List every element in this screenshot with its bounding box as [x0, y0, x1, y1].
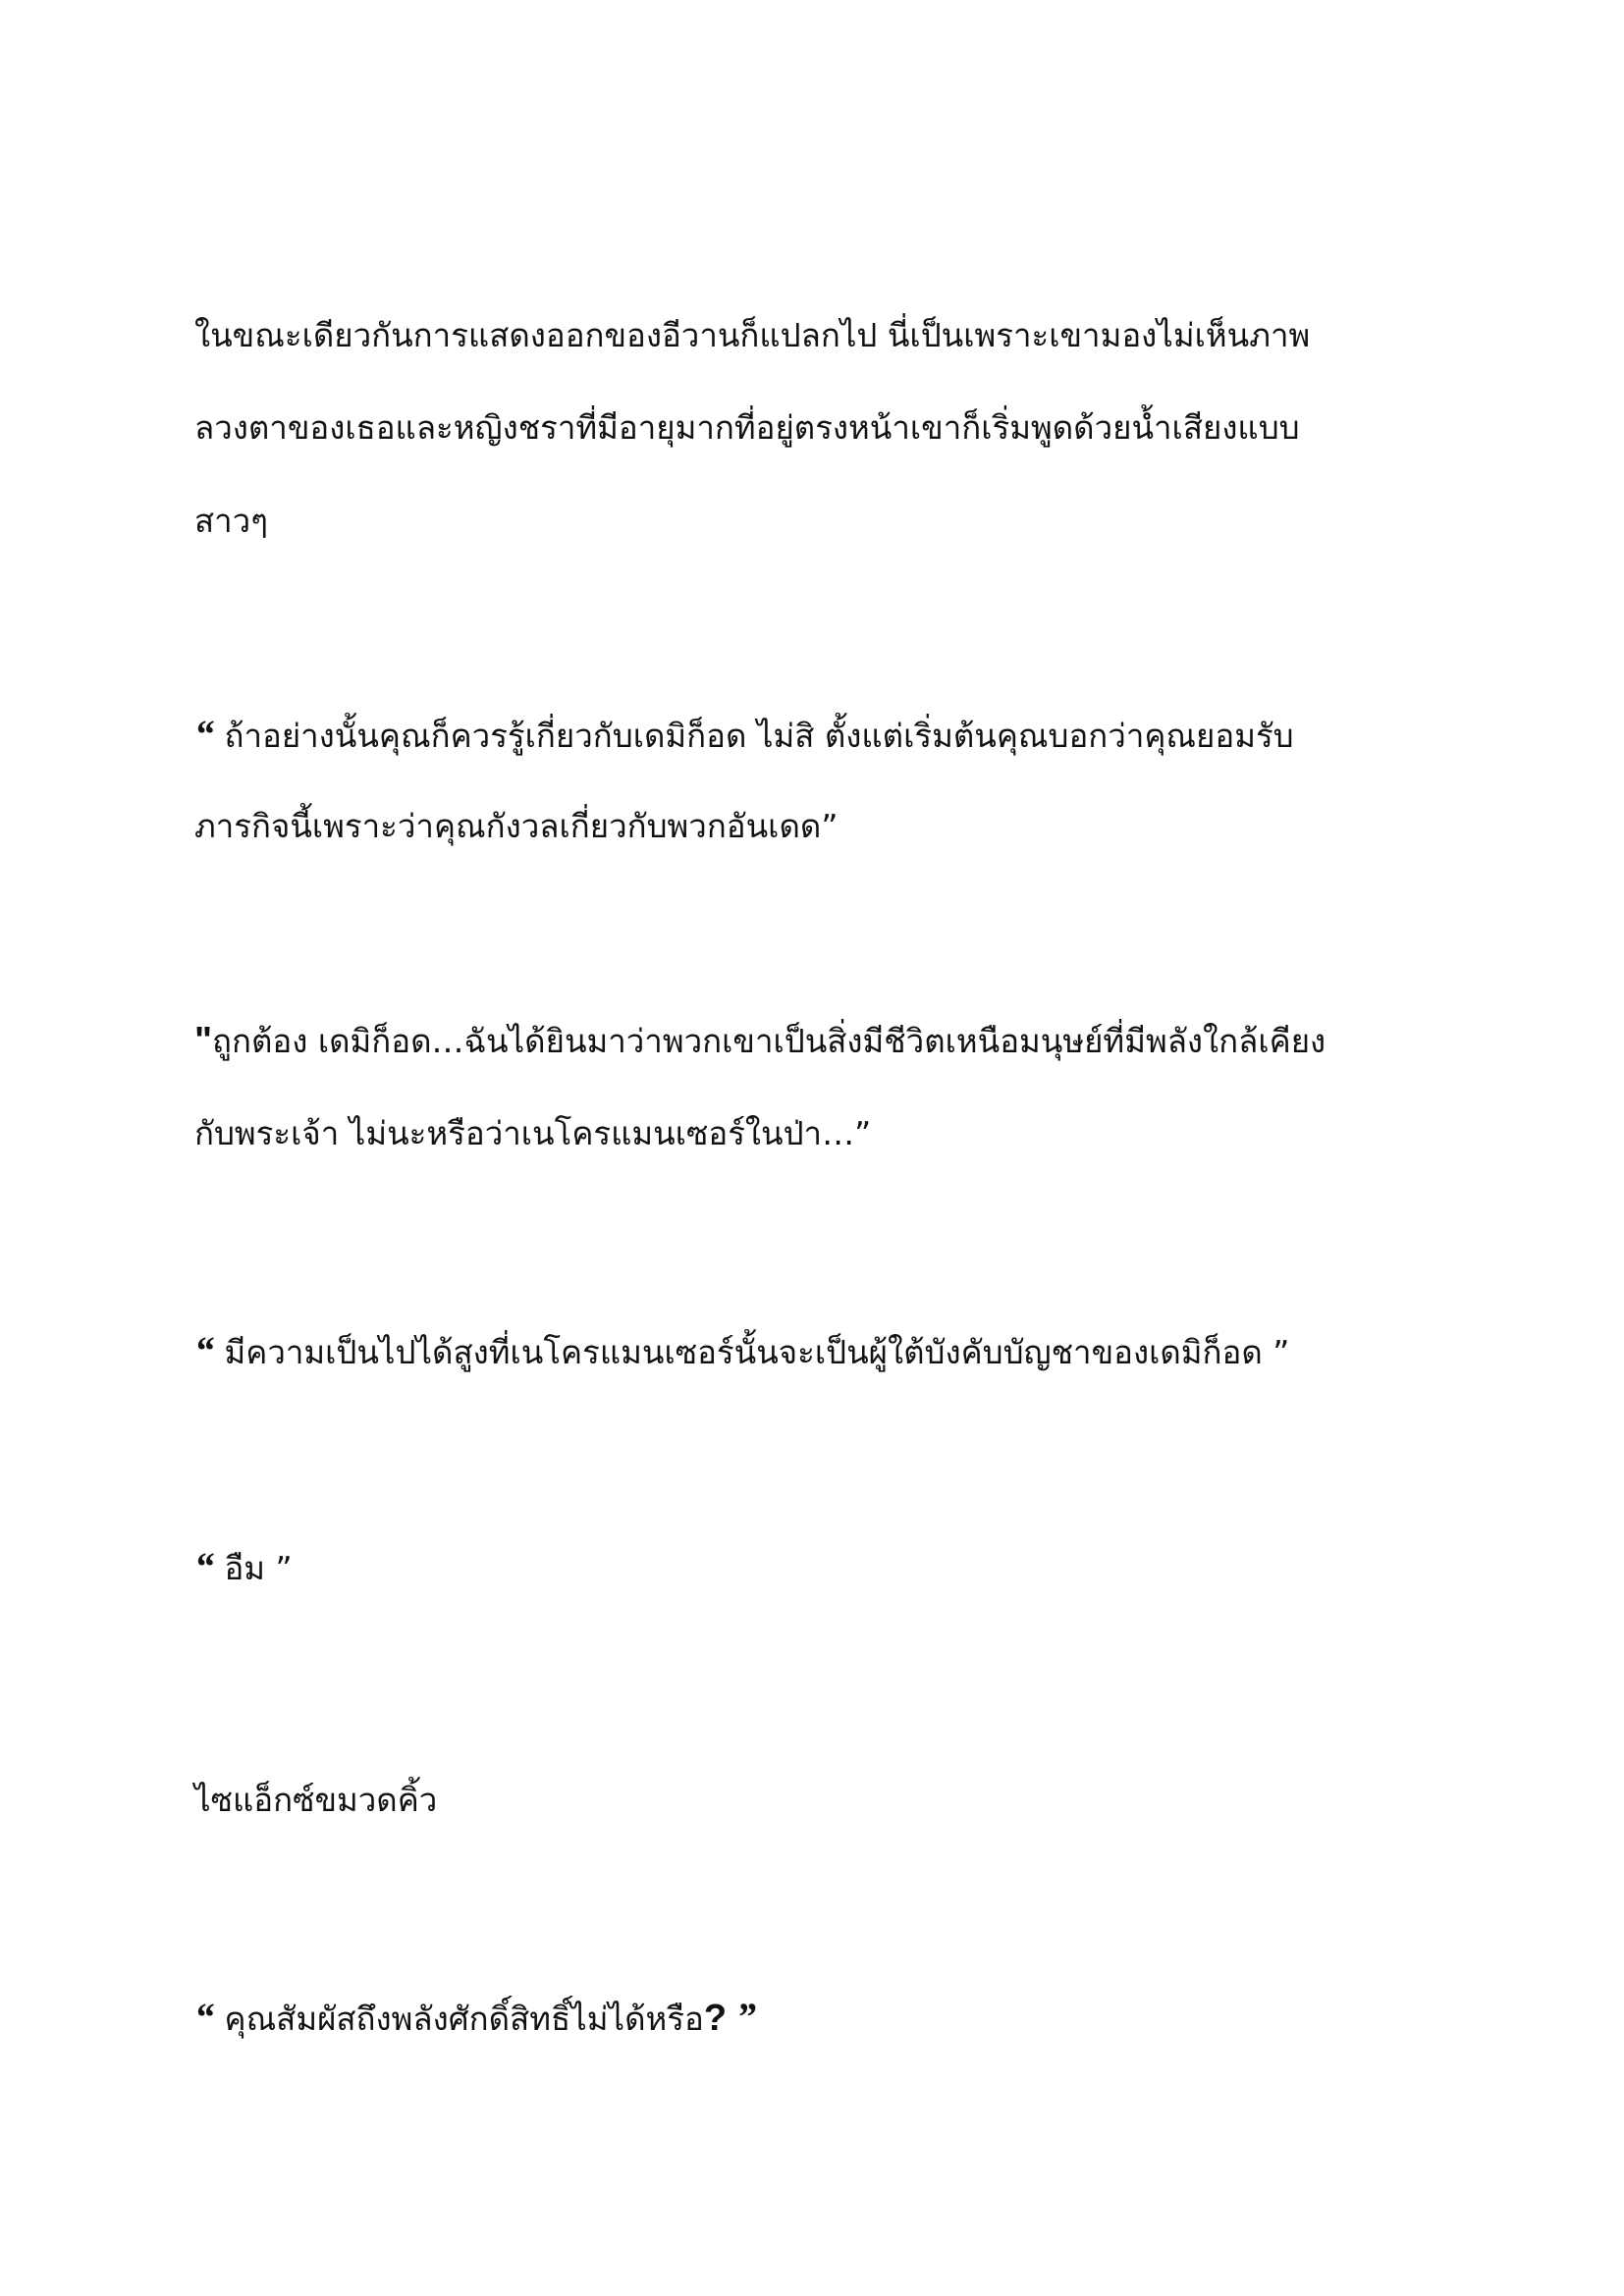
paragraph-4-line-1: [194, 1328, 1290, 1372]
paragraph-1-line-2: ลวงตาของเธอและหญิงชราที่มีอายุมากที่อยู่ตรงหน้าเขาก็เริ่มพูดด้วยน้ำเสียงแบบ: [194, 408, 1300, 447]
paragraph-1-line-1: ในขณะเดียวกันการแสดงออกของอีวานก็แปลกไป นี่เป็นเพราะเขามองไม่เห็นภาพ: [194, 316, 1311, 354]
paragraph-4-text: มีความเป็นไปได้สูงที่เนโครแมนเซอร์นั้นจะเป็นผู้ใต้บังคับบัญชาของเดมิก็อด ”: [214, 1333, 1290, 1371]
paragraph-3-text: ถูกต้อง เดมิก็อด…ฉันได้ยินมาว่าพวกเขาเป็นสิ่งมีชีวิตเหนือมนุษย์ที่มีพลังใกล้เคียง: [212, 1022, 1326, 1060]
paragraph-5-line-1: [194, 1544, 293, 1588]
paragraph-3-line-1: [194, 1021, 1326, 1061]
paragraph-7-line-1: [194, 1995, 757, 2039]
paragraph-5-text: อืม ”: [214, 1549, 293, 1587]
quote-open-mark: “: [194, 1544, 214, 1588]
paragraph-3-line-2: กับพระเจ้า ไม่นะหรือว่าเนโครแมนเซอร์ในป่า…”: [194, 1114, 872, 1152]
quote-open-mark: “: [194, 1995, 214, 2039]
paragraph-7-text: คุณสัมผัสถึงพลังศักดิ์สิทธิ์ไม่ได้หรือ: [214, 2000, 704, 2038]
paragraph-2-line-1: [194, 712, 1294, 756]
quote-close-mark: ”: [727, 1995, 757, 2039]
paragraph-2-text: ถ้าอย่างนั้นคุณก็ควรรู้เกี่ยวกับเดมิก็อด ไม่สิ ตั้งแต่เริ่มต้นคุณบอกว่าคุณยอมรับ: [214, 717, 1294, 755]
quote-open-mark: “: [194, 1328, 214, 1372]
paragraph-6-line-1: ไซแอ็กซ์ขมวดคิ้ว: [194, 1781, 438, 1819]
paragraph-1-line-3: สาวๆ: [194, 502, 268, 540]
paragraph-2-line-2: ภารกิจนี้เพราะว่าคุณกังวลเกี่ยวกับพวกอันเดด”: [194, 807, 839, 845]
question-mark: ?: [703, 1998, 728, 2039]
quote-open-mark: ": [194, 1020, 213, 1061]
quote-open-mark: “: [194, 712, 214, 756]
